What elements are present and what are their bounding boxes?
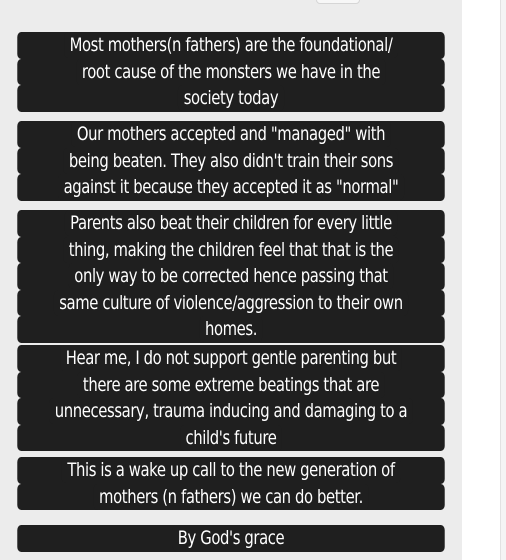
caption-5	[17, 457, 444, 510]
caption-3-line-5: homes.	[199, 316, 262, 342]
caption-1-line-1: Most mothers(n fathers) are the foundational/	[64, 32, 398, 58]
caption-6	[17, 525, 444, 552]
caption-5-line-2: mothers (n fathers) we can do better.	[94, 484, 369, 510]
caption-6-line-1: By God's grace	[172, 525, 289, 551]
caption-1	[17, 32, 444, 112]
caption-3-line-4: same culture of violence/aggression to their own	[54, 290, 408, 316]
caption-1-line-3: society today	[178, 85, 283, 111]
caption-3	[17, 210, 444, 343]
caption-4	[17, 345, 444, 451]
scrollbar-track[interactable]	[500, 0, 506, 560]
caption-3-line-3: only way to be corrected hence passing that	[69, 263, 393, 289]
caption-4-line-2: there are some extreme beatings that are	[77, 372, 384, 398]
caption-4-line-1: Hear me, I do not support gentle parenting but	[60, 345, 401, 371]
top-button[interactable]	[316, 0, 360, 4]
caption-4-line-3: unnecessary, trauma inducing and damaging to a	[49, 398, 412, 424]
caption-1-line-2: root cause of the monsters we have in the	[76, 59, 385, 85]
caption-4-line-4: child's future	[180, 425, 282, 451]
caption-2	[17, 121, 444, 201]
caption-5-line-1: This is a wake up call to the new generation of	[62, 457, 400, 483]
caption-3-line-2: thing, making the children feel that that is the	[63, 237, 398, 263]
caption-2-line-3: against it because they accepted it as "normal"	[58, 174, 404, 200]
caption-2-line-2: being beaten. They also didn't train their sons	[63, 148, 398, 174]
caption-3-line-1: Parents also beat their children for every little	[65, 210, 398, 236]
caption-2-line-1: Our mothers accepted and "managed" with	[71, 121, 390, 147]
